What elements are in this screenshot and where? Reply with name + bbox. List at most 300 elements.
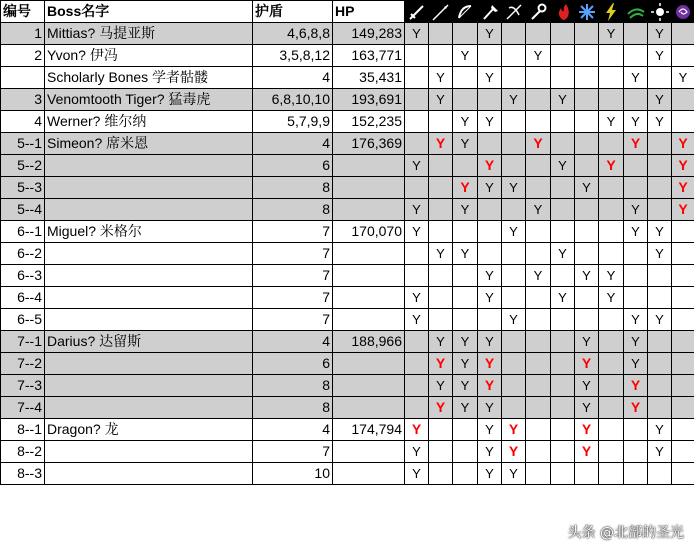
weakness-flag: Y [405, 441, 429, 463]
hp-value: 188,966 [333, 331, 405, 353]
weakness-flag: Y [478, 265, 502, 287]
weakness-flag: Y [648, 111, 672, 133]
weakness-flag [599, 133, 624, 155]
weakness-flag: Y [478, 441, 502, 463]
col-id-header: 编号 [1, 1, 45, 23]
weakness-flag [599, 331, 624, 353]
weakness-flag [672, 441, 694, 463]
wind-icon [626, 2, 646, 22]
weakness-flag [599, 441, 624, 463]
weakness-flag [405, 111, 429, 133]
weakness-flag [429, 111, 453, 133]
weakness-header-0 [405, 1, 429, 23]
weakness-flag: Y [429, 89, 453, 111]
weakness-flag: Y [672, 177, 694, 199]
hp-value [333, 375, 405, 397]
weakness-flag: Y [551, 155, 575, 177]
weakness-flag [624, 287, 648, 309]
weakness-flag: Y [648, 309, 672, 331]
weakness-flag [429, 199, 453, 221]
weakness-flag: Y [599, 155, 624, 177]
weakness-flag: Y [478, 287, 502, 309]
weakness-flag [429, 45, 453, 67]
hp-value: 193,691 [333, 89, 405, 111]
weakness-flag [405, 89, 429, 111]
weakness-flag [575, 89, 599, 111]
weakness-flag [672, 309, 694, 331]
weakness-flag [526, 331, 551, 353]
ice-icon [577, 2, 597, 22]
weakness-flag [672, 23, 694, 45]
weakness-flag: Y [624, 309, 648, 331]
weakness-flag: Y [526, 199, 551, 221]
weakness-flag: Y [624, 111, 648, 133]
weakness-flag: Y [405, 309, 429, 331]
weakness-header-2 [453, 1, 478, 23]
weakness-header-5 [526, 1, 551, 23]
weakness-flag: Y [453, 243, 478, 265]
weakness-flag: Y [575, 375, 599, 397]
weakness-flag [453, 309, 478, 331]
armor-value: 8 [253, 375, 333, 397]
armor-value: 6 [253, 155, 333, 177]
weakness-flag [502, 133, 526, 155]
weakness-flag [502, 23, 526, 45]
weakness-flag [551, 375, 575, 397]
weakness-flag: Y [575, 177, 599, 199]
weakness-flag [599, 419, 624, 441]
weakness-flag [672, 353, 694, 375]
weakness-flag: Y [526, 265, 551, 287]
hp-value: 35,431 [333, 67, 405, 89]
table-row [1, 199, 694, 221]
weakness-flag [405, 45, 429, 67]
weakness-flag [405, 133, 429, 155]
weakness-flag [672, 221, 694, 243]
weakness-flag [575, 463, 599, 485]
weakness-flag: Y [478, 23, 502, 45]
boss-name: Yvon? 伊冯 [45, 45, 253, 67]
boss-name: Scholarly Bones 学者骷髅 [45, 67, 253, 89]
weakness-flag: Y [453, 375, 478, 397]
weakness-flag [405, 353, 429, 375]
lightning-icon [601, 2, 621, 22]
weakness-flag: Y [648, 441, 672, 463]
weakness-flag: Y [575, 331, 599, 353]
weakness-flag: Y [478, 67, 502, 89]
armor-value: 8 [253, 177, 333, 199]
weakness-flag [502, 67, 526, 89]
weakness-flag [672, 89, 694, 111]
weakness-flag [672, 111, 694, 133]
boss-name [45, 199, 253, 221]
weakness-flag: Y [429, 397, 453, 419]
weakness-flag [551, 331, 575, 353]
weakness-flag [624, 243, 648, 265]
weakness-flag [478, 243, 502, 265]
weakness-flag [453, 155, 478, 177]
table-row [1, 243, 694, 265]
armor-value: 7 [253, 441, 333, 463]
weakness-flag [624, 419, 648, 441]
row-id: 6--4 [1, 287, 45, 309]
weakness-flag [502, 45, 526, 67]
weakness-flag [648, 199, 672, 221]
weakness-flag [429, 155, 453, 177]
armor-value: 4 [253, 419, 333, 441]
weakness-flag [624, 45, 648, 67]
weakness-flag: Y [478, 375, 502, 397]
col-hp-header: HP [333, 1, 405, 23]
weakness-flag: Y [672, 67, 694, 89]
boss-name [45, 375, 253, 397]
weakness-flag: Y [502, 221, 526, 243]
weakness-flag: Y [453, 331, 478, 353]
weakness-flag [502, 375, 526, 397]
weakness-flag [575, 309, 599, 331]
weakness-flag [599, 309, 624, 331]
row-id: 1 [1, 23, 45, 45]
weakness-flag: Y [502, 441, 526, 463]
weakness-header-9 [624, 1, 648, 23]
armor-value: 7 [253, 243, 333, 265]
row-id: 7--3 [1, 375, 45, 397]
weakness-flag [575, 23, 599, 45]
weakness-flag: Y [429, 67, 453, 89]
weakness-flag: Y [551, 89, 575, 111]
axe-icon [480, 2, 500, 22]
weakness-flag: Y [405, 221, 429, 243]
boss-name: Simeon? 席米恩 [45, 133, 253, 155]
boss-name: Venomtooth Tiger? 猛毒虎 [45, 89, 253, 111]
weakness-flag [551, 397, 575, 419]
weakness-flag: Y [624, 133, 648, 155]
hp-value [333, 265, 405, 287]
weakness-flag [551, 441, 575, 463]
weakness-flag [648, 331, 672, 353]
weakness-flag [502, 287, 526, 309]
table-row [1, 45, 694, 67]
boss-name [45, 155, 253, 177]
table-row [1, 309, 694, 331]
table-row [1, 375, 694, 397]
weakness-flag [648, 353, 672, 375]
weakness-flag [648, 265, 672, 287]
weakness-flag [405, 265, 429, 287]
weakness-flag [502, 155, 526, 177]
weakness-flag [551, 221, 575, 243]
weakness-flag [453, 419, 478, 441]
weakness-flag: Y [478, 155, 502, 177]
weakness-flag [672, 243, 694, 265]
row-id: 8--2 [1, 441, 45, 463]
weakness-flag [478, 221, 502, 243]
weakness-flag: Y [624, 199, 648, 221]
weakness-flag: Y [405, 463, 429, 485]
weakness-flag [624, 23, 648, 45]
weakness-flag: Y [599, 23, 624, 45]
weakness-flag [599, 221, 624, 243]
weakness-flag [648, 463, 672, 485]
weakness-flag [575, 221, 599, 243]
weakness-flag [478, 133, 502, 155]
weakness-flag [599, 243, 624, 265]
weakness-flag [526, 67, 551, 89]
weakness-flag [526, 111, 551, 133]
weakness-flag: Y [575, 419, 599, 441]
weakness-flag [526, 221, 551, 243]
weakness-flag [599, 89, 624, 111]
weakness-flag: Y [624, 221, 648, 243]
weakness-flag [575, 287, 599, 309]
weakness-flag [672, 331, 694, 353]
weakness-flag [551, 199, 575, 221]
weakness-flag [478, 309, 502, 331]
table-row [1, 111, 694, 133]
boss-name [45, 265, 253, 287]
weakness-flag [624, 265, 648, 287]
weakness-flag: Y [405, 287, 429, 309]
weakness-flag: Y [575, 441, 599, 463]
weakness-flag [575, 243, 599, 265]
weakness-flag: Y [599, 287, 624, 309]
hp-value [333, 441, 405, 463]
boss-name [45, 177, 253, 199]
weakness-flag: Y [502, 89, 526, 111]
weakness-flag: Y [624, 375, 648, 397]
weakness-flag [526, 155, 551, 177]
weakness-flag [453, 23, 478, 45]
boss-name: Darius? 达留斯 [45, 331, 253, 353]
armor-value: 4,6,8,8 [253, 23, 333, 45]
crossbow-icon [504, 2, 524, 22]
weakness-flag: Y [502, 463, 526, 485]
weakness-flag [551, 463, 575, 485]
weakness-flag: Y [453, 353, 478, 375]
staff-icon [528, 2, 548, 22]
armor-value: 5,7,9,9 [253, 111, 333, 133]
weakness-flag [624, 441, 648, 463]
watermark: 头条 @北部的圣光 [567, 525, 684, 541]
weakness-flag: Y [478, 463, 502, 485]
row-id: 6--1 [1, 221, 45, 243]
boss-name [45, 309, 253, 331]
hp-value [333, 199, 405, 221]
weakness-flag [599, 67, 624, 89]
boss-name: Miguel? 米格尔 [45, 221, 253, 243]
weakness-flag: Y [648, 221, 672, 243]
weakness-flag [526, 243, 551, 265]
table-row [1, 177, 694, 199]
weakness-flag [648, 287, 672, 309]
weakness-flag [551, 309, 575, 331]
weakness-flag: Y [672, 199, 694, 221]
table-row [1, 133, 694, 155]
weakness-flag [429, 265, 453, 287]
weakness-flag [672, 419, 694, 441]
weakness-flag [526, 463, 551, 485]
weakness-flag [405, 331, 429, 353]
weakness-flag: Y [453, 45, 478, 67]
weakness-flag [599, 45, 624, 67]
weakness-flag [429, 463, 453, 485]
weakness-flag [551, 353, 575, 375]
weakness-flag [502, 199, 526, 221]
armor-value: 7 [253, 221, 333, 243]
weakness-flag [624, 177, 648, 199]
weakness-flag [429, 221, 453, 243]
weakness-flag: Y [478, 353, 502, 375]
hp-value [333, 397, 405, 419]
armor-value: 4 [253, 67, 333, 89]
hp-value: 176,369 [333, 133, 405, 155]
weakness-flag [429, 177, 453, 199]
table-row [1, 419, 694, 441]
sword-icon [407, 2, 427, 22]
row-id: 7--2 [1, 353, 45, 375]
table-row [1, 287, 694, 309]
weakness-flag: Y [405, 155, 429, 177]
table-row [1, 67, 694, 89]
weakness-flag [551, 419, 575, 441]
weakness-flag [429, 23, 453, 45]
weakness-flag: Y [599, 265, 624, 287]
table-row [1, 353, 694, 375]
weakness-flag: Y [575, 397, 599, 419]
armor-value: 7 [253, 265, 333, 287]
weakness-header-1 [429, 1, 453, 23]
weakness-flag [453, 287, 478, 309]
weakness-flag [502, 331, 526, 353]
weakness-flag [575, 45, 599, 67]
weakness-flag [648, 133, 672, 155]
table-row [1, 265, 694, 287]
row-id: 3 [1, 89, 45, 111]
hp-value: 174,794 [333, 419, 405, 441]
weakness-flag [526, 309, 551, 331]
weakness-flag: Y [575, 265, 599, 287]
armor-value: 3,5,8,12 [253, 45, 333, 67]
weakness-flag [648, 67, 672, 89]
weakness-flag [575, 199, 599, 221]
weakness-flag [502, 111, 526, 133]
weakness-flag [599, 177, 624, 199]
table-row [1, 23, 694, 45]
weakness-flag [648, 155, 672, 177]
hp-value [333, 353, 405, 375]
row-id: 6--3 [1, 265, 45, 287]
weakness-flag [429, 287, 453, 309]
weakness-flag: Y [405, 199, 429, 221]
boss-name [45, 287, 253, 309]
hp-value: 149,283 [333, 23, 405, 45]
weakness-flag [429, 419, 453, 441]
weakness-flag [453, 67, 478, 89]
boss-name [45, 441, 253, 463]
weakness-flag [502, 353, 526, 375]
weakness-header-3 [478, 1, 502, 23]
row-id: 6--2 [1, 243, 45, 265]
table-row [1, 441, 694, 463]
weakness-flag [453, 265, 478, 287]
weakness-flag: Y [648, 45, 672, 67]
weakness-flag: Y [624, 353, 648, 375]
hp-value: 170,070 [333, 221, 405, 243]
weakness-flag [624, 155, 648, 177]
weakness-flag [599, 375, 624, 397]
weakness-flag: Y [478, 177, 502, 199]
weakness-flag [405, 177, 429, 199]
boss-name [45, 243, 253, 265]
armor-value: 7 [253, 287, 333, 309]
weakness-flag [453, 89, 478, 111]
weakness-flag: Y [478, 111, 502, 133]
weakness-flag [551, 45, 575, 67]
weakness-flag [648, 177, 672, 199]
weakness-flag [502, 397, 526, 419]
armor-value: 7 [253, 309, 333, 331]
weakness-flag [551, 23, 575, 45]
hp-value [333, 463, 405, 485]
weakness-flag [599, 397, 624, 419]
weakness-header-11 [672, 1, 694, 23]
hp-value [333, 243, 405, 265]
weakness-header-8 [599, 1, 624, 23]
weakness-flag [551, 177, 575, 199]
weakness-flag [526, 419, 551, 441]
row-id [1, 67, 45, 89]
weakness-flag [551, 111, 575, 133]
weakness-flag: Y [551, 287, 575, 309]
weakness-flag [405, 243, 429, 265]
boss-name: Dragon? 龙 [45, 419, 253, 441]
weakness-flag [672, 45, 694, 67]
table-row [1, 155, 694, 177]
hp-value [333, 287, 405, 309]
weakness-flag [526, 23, 551, 45]
weakness-flag [648, 375, 672, 397]
weakness-flag: Y [453, 177, 478, 199]
weakness-flag [526, 177, 551, 199]
weakness-flag [526, 375, 551, 397]
weakness-flag [672, 265, 694, 287]
weakness-flag [624, 89, 648, 111]
weakness-flag [429, 309, 453, 331]
weakness-flag [551, 67, 575, 89]
light-icon [650, 2, 670, 22]
weakness-flag: Y [624, 67, 648, 89]
weakness-flag [672, 397, 694, 419]
weakness-flag [453, 463, 478, 485]
weakness-header-7 [575, 1, 599, 23]
weakness-flag: Y [624, 331, 648, 353]
weakness-flag: Y [478, 419, 502, 441]
weakness-flag [624, 463, 648, 485]
weakness-flag [599, 199, 624, 221]
row-id: 5--3 [1, 177, 45, 199]
weakness-flag: Y [453, 133, 478, 155]
hp-value [333, 177, 405, 199]
weakness-flag: Y [502, 309, 526, 331]
bow-icon [455, 2, 475, 22]
weakness-flag: Y [526, 45, 551, 67]
weakness-flag: Y [405, 23, 429, 45]
armor-value: 6,8,10,10 [253, 89, 333, 111]
weakness-flag [551, 133, 575, 155]
weakness-flag: Y [648, 23, 672, 45]
weakness-flag: Y [429, 331, 453, 353]
col-armor-header: 护盾 [253, 1, 333, 23]
